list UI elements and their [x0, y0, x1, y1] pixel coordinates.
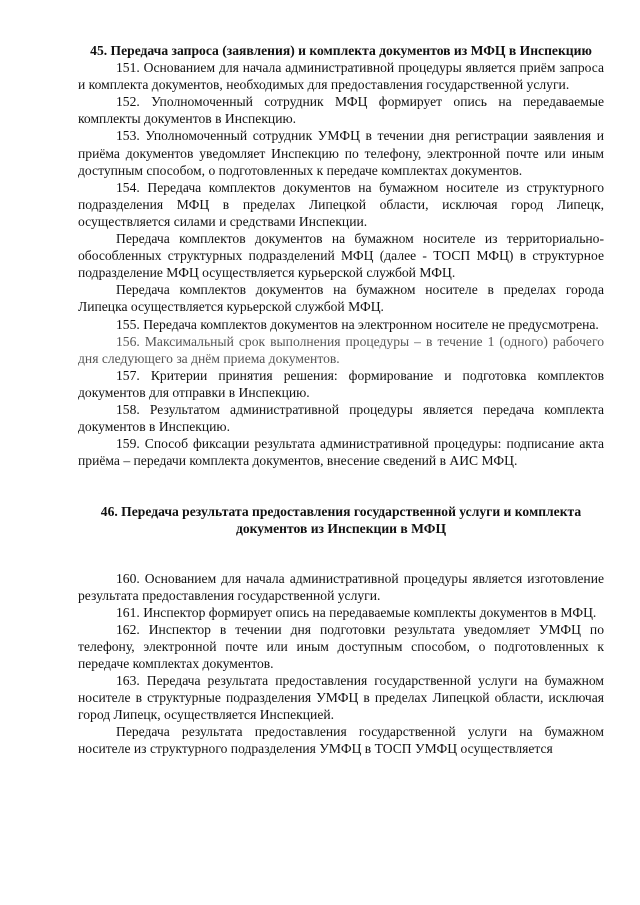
paragraph: 157. Критерии принятия решения: формирование и подготовка комплектов документов для отправки в Инспекцию.	[78, 367, 604, 400]
paragraph: Передача комплектов документов на бумажном носителе в пределах города Липецка осуществляется курьерской службой МФЦ.	[78, 282, 604, 315]
paragraph: 158. Результатом административной процедуры является передача комплекта документов в Инспекцию.	[78, 401, 604, 435]
section-heading: 45. Передача запроса (заявления) и комплекта документов из МФЦ в Инспекцию	[90, 43, 592, 58]
paragraph: 162. Инспектор в течении дня подготовки результата уведомляет УМФЦ по телефону, электронной почте или иным доступным способом, о подготовленных к передаче комплектах документов.	[78, 621, 604, 671]
document-page	[78, 42, 604, 758]
paragraph: 156. Максимальный срок выполнения процедуры – в течение 1 (одного) рабочего дня следующего за днём приема документов.	[78, 333, 604, 366]
paragraph: 160. Основанием для начала административной процедуры является изготовление результата предоставления государственной услуги.	[78, 570, 604, 603]
section-46	[78, 503, 604, 757]
paragraph: 161. Инспектор формирует опись на передаваемые комплекты документов в МФЦ.	[116, 604, 597, 620]
section-heading: 46. Передача результата предоставления государственной услуги и комплекта документов из Инспекции в МФЦ	[100, 504, 582, 537]
paragraph: Передача результата предоставления государственной услуги на бумажном носителе из структурного подразделения УМФЦ в ТОСП УМФЦ осуществляется	[78, 724, 604, 757]
paragraph: 163. Передача результата предоставления государственной услуги на бумажном носителе в структурные подразделения УМФЦ в пределах Липецкой области, исключая город Липецк, осуществляется Инспекцией.	[78, 673, 604, 723]
paragraph: 153. Уполномоченный сотрудник УМФЦ в течении дня регистрации заявления и приёма документов уведомляет Инспекцию по телефону, электронной почте или иным доступным способом, о подготовленных к передаче комплектах документов.	[78, 128, 604, 178]
paragraph: Передача комплектов документов на бумажном носителе из территориально-обособленных структурных подразделений МФЦ (далее - ТОСП МФЦ) в структурное подразделение МФЦ осуществляется курьерской службой МФЦ.	[78, 231, 604, 281]
paragraph: 152. Уполномоченный сотрудник МФЦ формирует опись на передаваемые комплекты документов в Инспекцию.	[78, 94, 604, 127]
paragraph: 151. Основанием для начала административной процедуры является приём запроса и комплекта документов, необходимых для предоставления государственной услуги.	[78, 60, 604, 93]
paragraph: 155. Передача комплектов документов на электронном носителе не предусмотрена.	[116, 316, 599, 332]
section-45	[78, 42, 604, 469]
paragraph: 154. Передача комплектов документов на бумажном носителе из структурного подразделения МФЦ в пределах Липецкой области, исключая город Липецк, осуществляется силами и средствами Инспекции.	[78, 179, 604, 229]
paragraph: 159. Способ фиксации результата административной процедуры: подписание акта приёма – передачи комплекта документов, внесение сведений в АИС МФЦ.	[78, 436, 604, 469]
